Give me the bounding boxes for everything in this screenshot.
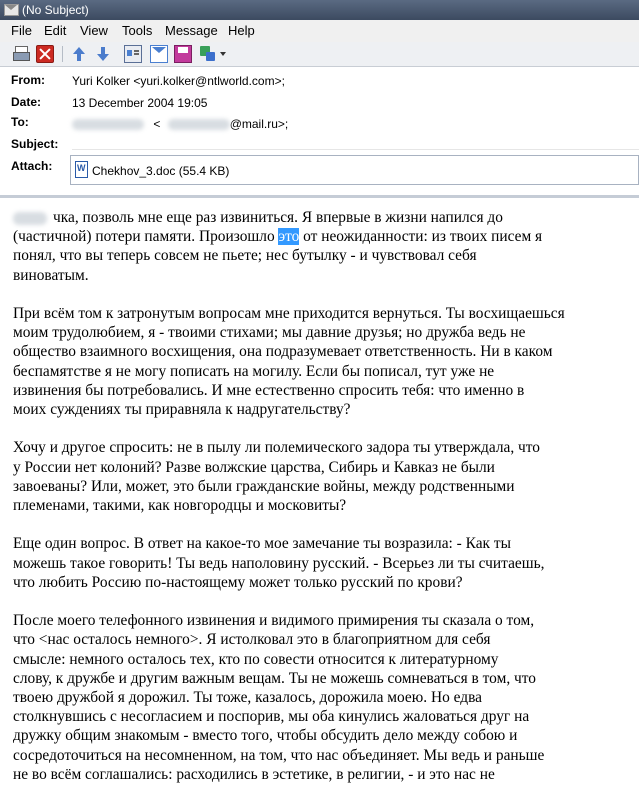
- body-line: смысле: немного осталось тех, кто по совести относится к литературному: [13, 650, 499, 668]
- body-line: твоею дружбой я дорожил. Ты тоже, казалось, дорожила моею. Но едва: [13, 689, 482, 707]
- body-line: извинения бы потребовались. И мне естественно спросить тебя: что именно в: [13, 381, 525, 399]
- body-line: можешь такое говорить! Ты ведь наполовину русский. - Всерьез ли ты считаешь,: [13, 554, 545, 572]
- to-lt: <: [153, 117, 161, 131]
- from-value[interactable]: Yuri Kolker <yuri.kolker@ntlworld.com>;: [72, 74, 285, 88]
- to-domain: @mail.ru>;: [229, 117, 289, 131]
- body-line: моим трудолюбием, я - твоими стихами; мы давние друзья; но дружба ведь не: [13, 324, 526, 342]
- body-line: слову, к дружбе и другим важным вещам. Ты не можешь сомневаться в том, что: [13, 669, 536, 687]
- previous-icon[interactable]: [70, 45, 88, 63]
- attachment-box: [70, 155, 639, 185]
- body-line: Еще один вопрос. В ответ на какое-то мое замечание ты возразила: - Как ты: [13, 535, 511, 553]
- menu-help[interactable]: Help: [228, 23, 255, 38]
- print-icon[interactable]: [12, 45, 30, 63]
- paragraph-5: [13, 611, 633, 784]
- body-line: чка, позволь мне еще раз извиниться. Я впервые в жизни напился до: [13, 208, 633, 227]
- body-line: При всём том к затронутым вопросам мне приходится вернуться. Ты восхищаешься: [13, 305, 565, 322]
- body-line: у России нет колоний? Разве волжские царства, Сибирь и Кавказ не были: [13, 458, 495, 476]
- next-icon[interactable]: [94, 45, 112, 63]
- delete-icon[interactable]: [36, 45, 54, 63]
- body-line: что <нас осталось немного>. Я истолковал это в благоприятном для себя: [13, 631, 491, 649]
- window-title: (No Subject): [22, 3, 89, 17]
- attach-label: Attach:: [11, 159, 53, 173]
- toolbar: [0, 42, 639, 67]
- menu-edit[interactable]: Edit: [44, 23, 67, 38]
- paragraph-1: [13, 208, 633, 285]
- header-divider: [0, 195, 639, 198]
- body-line: понял, что вы теперь совсем не пьете; нес бутылку - и чувствовал себя: [13, 247, 477, 265]
- body-line: столкнувшись с несогласием и поспорив, мы оба кинулись жаловаться друг на: [13, 708, 530, 726]
- to-label: To:: [11, 115, 29, 129]
- menu-message[interactable]: Message: [165, 23, 218, 38]
- body-line: моих суждениях ты приравняла к надругательству?: [13, 401, 351, 419]
- encoding-icon[interactable]: [198, 45, 220, 63]
- title-bar: [0, 0, 639, 20]
- body-line: После моего телефонного извинения и видимого примирения ты сказала о том,: [13, 612, 535, 630]
- date-value: 13 December 2004 19:05: [72, 96, 208, 110]
- menu-view[interactable]: View: [80, 23, 108, 38]
- menu-tools[interactable]: Tools: [122, 23, 153, 38]
- body-line: беспамятстве я не могу пописать на могилу. Если бы пописал, тут уже не: [13, 362, 495, 380]
- redacted-name: [72, 119, 144, 130]
- date-label: Date:: [11, 95, 42, 109]
- to-value[interactable]: [72, 117, 288, 131]
- from-label: From:: [11, 73, 45, 87]
- save-icon[interactable]: [174, 45, 192, 63]
- message-body: [13, 208, 633, 803]
- toolbar-separator: [62, 46, 63, 62]
- body-line: завоеваны? Или, может, это были гражданские войны, между родственными: [13, 477, 515, 495]
- menu-bar: [0, 20, 639, 43]
- body-line: Хочу и другое спросить: не в пылу ли полемического задора ты утверждала, что: [13, 439, 540, 457]
- body-line: что любить Россию по-настоящему может только русский по крови?: [13, 573, 463, 591]
- paragraph-4: [13, 534, 633, 592]
- body-line: общество взаимного восхищения, она подразумевает ответственность. Ни в каком: [13, 343, 553, 361]
- body-line: не во всём соглашались: расходились в эстетике, в религии, - и это нас не: [13, 765, 495, 783]
- paragraph-3: [13, 438, 633, 515]
- redacted-user: [168, 119, 230, 130]
- chevron-down-icon[interactable]: [220, 52, 226, 56]
- menu-file[interactable]: File: [11, 23, 32, 38]
- word-document-icon: [75, 161, 88, 178]
- subject-label: Subject:: [11, 137, 59, 151]
- body-line: сосредоточиться на несомненном, на том, что нас объединяет. Мы ведь и раньше: [13, 746, 545, 764]
- redacted-recipient-name: [13, 212, 47, 225]
- mail-icon[interactable]: [150, 45, 168, 63]
- body-line: (частичной) потери памяти. Произошло это от неожиданности: из твоих писем я: [13, 228, 543, 246]
- attachment-link[interactable]: Chekhov_3.doc (55.4 KB): [92, 164, 230, 178]
- addresses-icon[interactable]: [124, 45, 142, 63]
- body-line: дружку общим знакомым - вместо того, чтобы обсудить дело между собою и: [13, 727, 518, 745]
- subject-underline: [72, 149, 639, 150]
- body-line: виноватым.: [13, 266, 89, 284]
- selected-text[interactable]: это: [278, 228, 300, 246]
- paragraph-2: [13, 304, 633, 419]
- body-line: племенами, такими, как новгородцы и московиты?: [13, 497, 347, 515]
- envelope-icon: [4, 4, 19, 16]
